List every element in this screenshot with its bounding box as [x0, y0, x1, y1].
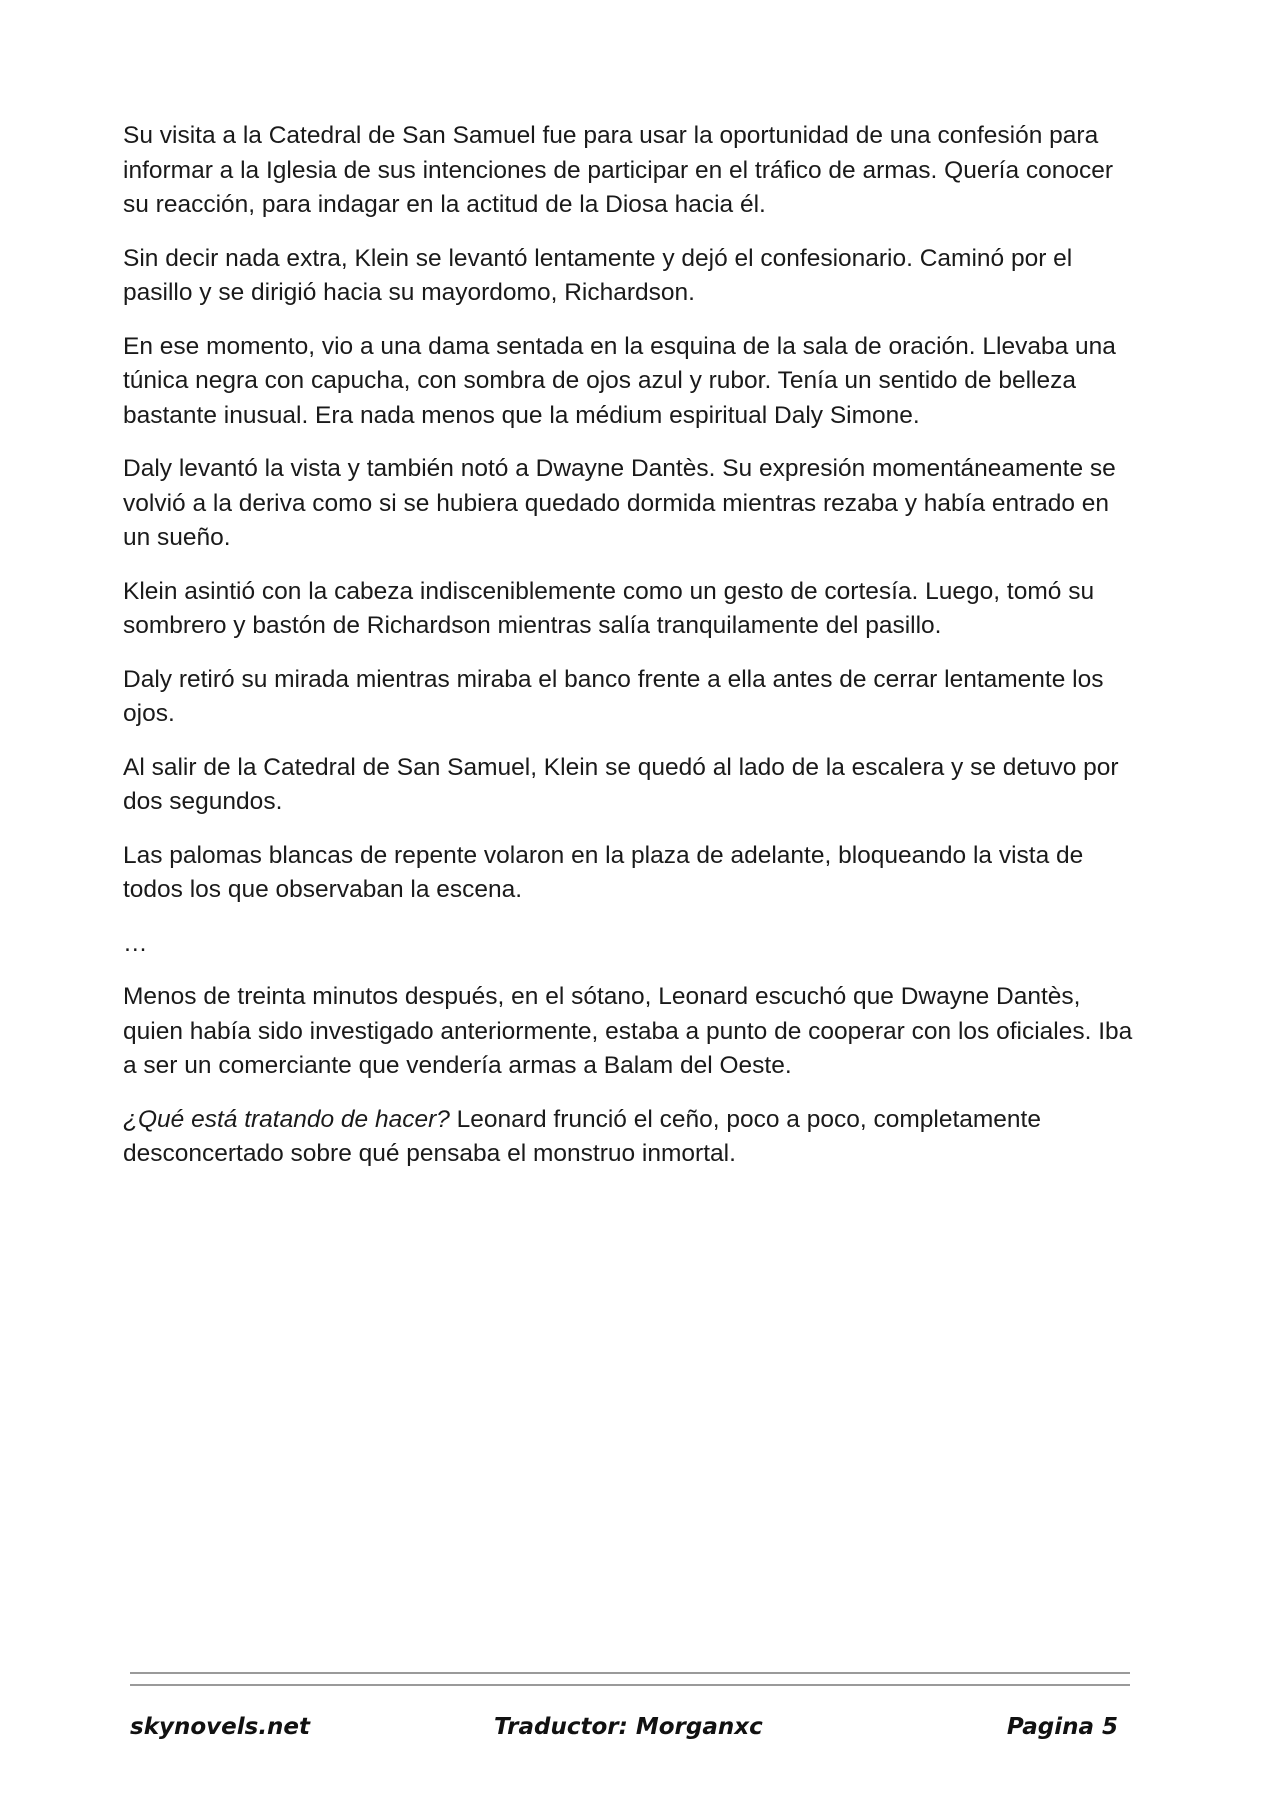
footer-site: skynovels.net: [130, 1714, 311, 1740]
italic-thought: ¿Qué está tratando de hacer?: [123, 1105, 450, 1133]
paragraph-2: Sin decir nada extra, Klein se levantó lentamente y dejó el confesionario. Caminó por el pasillo y se dirigió hacia su mayordomo, Richardson.: [123, 244, 1073, 306]
footer-rule-bottom: [130, 1684, 1130, 1686]
footer-translator: Traductor: Morganxc: [494, 1714, 763, 1740]
document-body: [123, 119, 1143, 1191]
footer-page-number: Pagina 5: [1006, 1714, 1118, 1740]
paragraph-4: Daly levantó la vista y también notó a Dwayne Dantès. Su expresión momentáneamente se volvió a la deriva como si se hubiera quedado dormida mientras rezaba y había entrado en un sueño.: [123, 455, 1116, 551]
paragraph-5: Klein asintió con la cabeza indisceniblemente como un gesto de cortesía. Luego, tomó su sombrero y bastón de Richardson mientras salía tranquilamente del pasillo.: [123, 577, 1095, 639]
paragraph-9: Menos de treinta minutos después, en el sótano, Leonard escuchó que Dwayne Dantès, quien había sido investigado anteriormente, estaba a punto de cooperar con los oficiales. Iba a ser un comerciante que vendería armas a Balam del Oeste.: [123, 983, 1133, 1079]
paragraph-8: Las palomas blancas de repente volaron en la plaza de adelante, bloqueando la vista de todos los que observaban la escena.: [123, 841, 1084, 903]
footer-divider: [130, 1672, 1130, 1696]
page-footer: [130, 1714, 1130, 1748]
paragraph-10: [123, 1103, 1143, 1172]
paragraph-1: Su visita a la Catedral de San Samuel fue para usar la oportunidad de una confesión para informar a la Iglesia de sus intenciones de participar en el tráfico de armas. Quería conocer su reacción, para indagar en la actitud de la Diosa hacia él.: [123, 122, 1114, 218]
scene-break: …: [123, 929, 148, 957]
paragraph-10-rest: Leonard frunció el ceño, poco a poco, completamente desconcertado sobre qué pensaba el monstruo inmortal.: [123, 1105, 1041, 1167]
footer-rule-top: [130, 1672, 1130, 1674]
paragraph-3: En ese momento, vio a una dama sentada en la esquina de la sala de oración. Llevaba una túnica negra con capucha, con sombra de ojos azul y rubor. Tenía un sentido de belleza bastante inusual. Era nada menos que la médium espiritual Daly Simone.: [123, 332, 1116, 429]
paragraph-6: Daly retiró su mirada mientras miraba el banco frente a ella antes de cerrar lentamente los ojos.: [123, 665, 1104, 727]
paragraph-7: Al salir de la Catedral de San Samuel, Klein se quedó al lado de la escalera y se detuvo por dos segundos.: [123, 753, 1119, 815]
